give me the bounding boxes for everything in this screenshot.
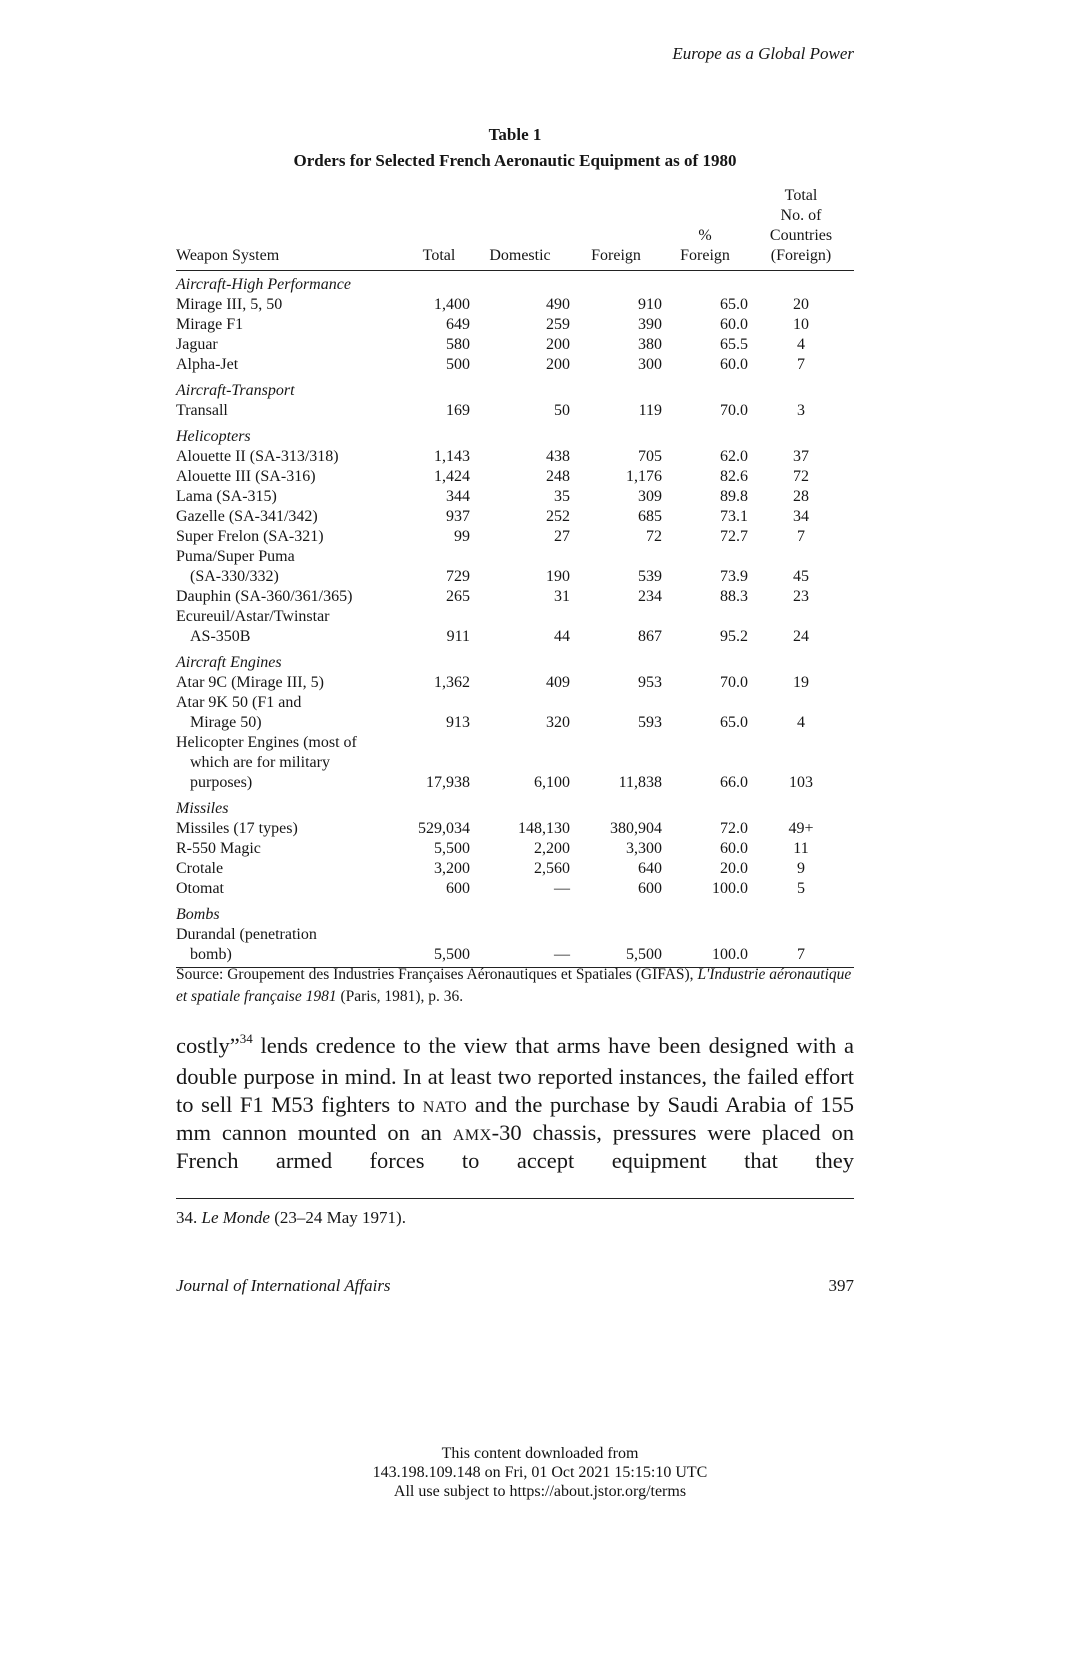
table-row [176,315,854,335]
table-category-row [176,899,854,925]
header-foreign: Foreign [570,186,662,271]
cell-foreign: 910 [638,296,662,313]
footnote-rest: (23–24 May 1971). [269,1208,406,1227]
cell-weapon-system [176,335,408,355]
page-number: 397 [828,1276,854,1295]
cell-domestic: 252 [546,508,570,525]
weapon-name-line: Alouette III (SA-316) [176,468,316,485]
source-title: L'Industrie aéronautique et spatiale française 1981 [176,966,852,1005]
cell-foreign: 705 [638,448,662,465]
weapon-name-line: Atar 9C (Mirage III, 5) [176,674,324,691]
table-row [176,859,854,879]
download-notice [0,1444,1080,1501]
cell-percent-foreign: 70.0 [720,402,748,419]
table-row [176,487,854,507]
body-paragraph [176,1032,854,1175]
cell-foreign: 11,838 [618,774,662,791]
cell-countries: 23 [793,588,809,605]
cell-domestic: 320 [546,714,570,731]
acronym-nato: nato [422,1092,468,1117]
cell-percent-foreign: 82.6 [720,468,748,485]
cell-percent-foreign: 60.0 [720,316,748,333]
table-row [176,693,854,733]
cell-weapon-system [176,295,408,315]
cell-weapon-system [176,819,408,839]
weapon-name-line: Mirage 50) [190,714,262,731]
cell-weapon-system [176,547,408,587]
cell-domestic: 248 [546,468,570,485]
cell-total: 580 [446,336,470,353]
header-domestic: Domestic [470,186,570,271]
table-row [176,355,854,375]
weapon-name-line: Durandal (penetration [176,926,317,943]
weapon-name-line: Mirage III, 5, 50 [176,296,283,313]
cell-weapon-system [176,401,408,421]
cell-percent-foreign: 65.0 [720,714,748,731]
cell-countries: 7 [748,925,854,968]
cell-percent-foreign: 100.0 [662,925,748,968]
cell-total: 729 [446,568,470,585]
header-weapon-system: Weapon System [176,186,408,271]
cell-total: 1,362 [434,674,470,691]
table-body [176,271,854,968]
weapon-name-line: Missiles (17 types) [176,820,298,837]
body-text-part4: -30 chassis, pressures were placed on French armed forces to accept equipment that they [176,1120,854,1173]
cell-countries: 20 [793,296,809,313]
cell-domestic: 190 [546,568,570,585]
cell-foreign: 234 [638,588,662,605]
cell-foreign: 685 [638,508,662,525]
cell-weapon-system [176,355,408,375]
table-category-row [176,271,854,296]
category-label: Missiles [176,800,229,817]
cell-percent-foreign: 72.0 [720,820,748,837]
weapon-name-line: Lama (SA-315) [176,488,277,505]
cell-percent-foreign: 73.1 [720,508,748,525]
weapon-name-line: Puma/Super Puma [176,548,295,565]
cell-domestic: 148,130 [518,820,570,837]
table-row [176,587,854,607]
cell-weapon-system [176,447,408,467]
cell-total: 600 [446,880,470,897]
category-label: Helicopters [176,428,251,445]
weapon-name-line: Dauphin (SA-360/361/365) [176,588,353,605]
cell-foreign: 309 [638,488,662,505]
cell-domestic: 200 [546,336,570,353]
cell-countries: 72 [793,468,809,485]
cell-domestic: 35 [554,488,570,505]
table-row [176,839,854,859]
table-row [176,879,854,899]
table-row [176,507,854,527]
cell-domestic: 44 [554,628,570,645]
footnote-title: Le Monde [201,1208,270,1227]
cell-percent-foreign: 65.0 [720,296,748,313]
download-notice-line1: This content downloaded from [441,1445,639,1462]
cell-foreign: 380 [638,336,662,353]
cell-total: 3,200 [434,860,470,877]
journal-name: Journal of International Affairs [176,1276,391,1295]
cell-weapon-system [176,839,408,859]
cell-percent-foreign: 70.0 [720,674,748,691]
weapon-name-line: Alouette II (SA-313/318) [176,448,339,465]
cell-countries: 3 [797,402,805,419]
cell-percent-foreign: 66.0 [720,774,748,791]
cell-domestic: 200 [546,356,570,373]
cell-domestic: — [554,880,570,897]
cell-countries: 7 [797,356,805,373]
category-label: Aircraft-High Performance [176,276,351,293]
cell-total: 529,034 [418,820,470,837]
body-text-part1: costly” [176,1033,240,1058]
cell-countries: 24 [793,628,809,645]
cell-countries: 45 [793,568,809,585]
cell-foreign: 72 [646,528,662,545]
cell-percent-foreign: 72.7 [720,528,748,545]
cell-domestic: 438 [546,448,570,465]
cell-foreign: 5,500 [570,925,662,968]
cell-foreign: 867 [638,628,662,645]
source-prefix: Source: Groupement des Industries Françaises Aéronautiques et Spatiales (GIFAS), [176,966,698,983]
table-row [176,527,854,547]
table-row [176,467,854,487]
table-row [176,819,854,839]
cell-countries: 10 [793,316,809,333]
cell-countries: 4 [797,714,805,731]
download-notice-line2: 143.198.109.148 on Fri, 01 Oct 2021 15:15:10 UTC [372,1464,708,1481]
cell-domestic: 490 [546,296,570,313]
footnote [176,1208,854,1228]
cell-countries: 19 [793,674,809,691]
cell-percent-foreign: 88.3 [720,588,748,605]
cell-percent-foreign: 20.0 [720,860,748,877]
table-category-row [176,793,854,819]
table-row [176,335,854,355]
cell-weapon-system [176,925,408,968]
cell-foreign: 600 [638,880,662,897]
cell-percent-foreign: 73.9 [720,568,748,585]
weapon-name-line: Ecureuil/Astar/Twinstar [176,608,330,625]
cell-domestic: 31 [554,588,570,605]
footnote-reference[interactable]: 34 [239,1031,253,1046]
cell-total: 17,938 [426,774,470,791]
cell-weapon-system [176,487,408,507]
body-text-part3: and the purchase by Saudi Arabia of 155 mm cannon mounted on an [176,1092,855,1145]
cell-total: 937 [446,508,470,525]
cell-foreign: 3,300 [626,840,662,857]
weapon-name-line: Otomat [176,880,224,897]
cell-countries: 7 [797,528,805,545]
table-row [176,401,854,421]
cell-percent-foreign: 95.2 [720,628,748,645]
cell-total: 500 [446,356,470,373]
table-header-row [176,186,854,271]
table-row [176,447,854,467]
cell-weapon-system [176,607,408,647]
header-countries-line1: Total [784,187,818,204]
footnote-number: 34. [176,1208,198,1227]
cell-total: 1,143 [434,448,470,465]
header-countries-line3: Countries [769,227,833,244]
cell-countries: 4 [797,336,805,353]
cell-weapon-system [176,859,408,879]
cell-total: 5,500 [408,925,470,968]
weapon-name-line: Super Frelon (SA-321) [176,528,324,545]
category-label: Bombs [176,906,220,923]
weapon-name-line: Atar 9K 50 (F1 and [176,694,302,711]
header-percent-foreign [662,186,748,271]
cell-domestic: 2,560 [534,860,570,877]
body-text-part2: lends credence to the view that arms have been designed with a double purpose in mind. In at least two reported instances, the failed effort to sell F1 M53 fighters to [176,1033,854,1117]
cell-percent-foreign: 65.5 [720,336,748,353]
cell-percent-foreign: 100.0 [712,880,748,897]
weapon-name-line: (SA-330/332) [190,568,279,585]
category-label: Aircraft-Transport [176,382,295,399]
category-label: Aircraft Engines [176,654,282,671]
cell-weapon-system [176,587,408,607]
cell-countries: 28 [793,488,809,505]
table-label: Table 1 [488,125,542,144]
cell-weapon-system [176,693,408,733]
footnote-divider [176,1198,854,1199]
table-category-row [176,375,854,401]
cell-percent-foreign: 62.0 [720,448,748,465]
cell-countries: 11 [793,840,809,857]
cell-weapon-system [176,673,408,693]
cell-domestic: 27 [554,528,570,545]
cell-weapon-system [176,879,408,899]
table-caption: Orders for Selected French Aeronautic Equipment as of 1980 [293,151,737,170]
running-head: Europe as a Global Power [672,44,854,63]
cell-foreign: 390 [638,316,662,333]
cell-countries: 5 [797,880,805,897]
cell-foreign: 1,176 [626,468,662,485]
cell-foreign: 300 [638,356,662,373]
cell-countries: 9 [797,860,805,877]
cell-foreign: 593 [638,714,662,731]
cell-percent-foreign: 60.0 [720,356,748,373]
cell-foreign: 640 [638,860,662,877]
cell-countries: 34 [793,508,809,525]
header-countries-line4: (Foreign) [770,247,832,264]
cell-weapon-system [176,527,408,547]
weapon-name-line: R-550 Magic [176,840,261,857]
weapon-name-line: purposes) [190,774,253,791]
weapon-name-line: Helicopter Engines (most of [176,734,357,751]
cell-total: 344 [446,488,470,505]
table-category-row [176,647,854,673]
weapon-name-line: Mirage F1 [176,316,244,333]
table-title [176,122,854,174]
header-countries [748,186,854,271]
weapon-name-line: Crotale [176,860,224,877]
cell-weapon-system [176,467,408,487]
table-source-note [176,964,854,1008]
table-row [176,547,854,587]
header-countries-line2: No. of [780,207,822,224]
cell-domestic: 50 [554,402,570,419]
cell-foreign: 380,904 [610,820,662,837]
table-category-row [176,421,854,447]
weapon-name-line: bomb) [190,946,232,963]
weapon-name-line: which are for military [190,754,330,771]
cell-total: 99 [454,528,470,545]
source-suffix: (Paris, 1981), p. 36. [336,988,464,1005]
cell-total: 1,400 [434,296,470,313]
table-row [176,673,854,693]
cell-percent-foreign: 89.8 [720,488,748,505]
cell-domestic: — [470,925,570,968]
cell-total: 911 [446,628,470,645]
header-total: Total [408,186,470,271]
weapon-name-line: Jaguar [176,336,218,353]
cell-foreign: 119 [638,402,662,419]
weapon-name-line: AS-350B [190,628,251,645]
cell-foreign: 953 [638,674,662,691]
table-row [176,295,854,315]
header-percent-line1: % [698,227,712,244]
cell-domestic: 259 [546,316,570,333]
cell-weapon-system [176,315,408,335]
header-percent-line2: Foreign [680,247,730,264]
cell-weapon-system [176,733,408,793]
cell-percent-foreign: 60.0 [720,840,748,857]
cell-total: 913 [446,714,470,731]
cell-total: 265 [446,588,470,605]
cell-total: 649 [446,316,470,333]
table-row [176,607,854,647]
cell-domestic: 2,200 [534,840,570,857]
cell-countries: 103 [789,774,813,791]
weapon-name-line: Transall [176,402,228,419]
cell-total: 1,424 [434,468,470,485]
cell-countries: 49+ [788,820,814,837]
cell-foreign: 539 [638,568,662,585]
orders-table [176,186,854,968]
cell-weapon-system [176,507,408,527]
acronym-amx: amx [452,1120,492,1145]
cell-total: 5,500 [434,840,470,857]
cell-countries: 37 [793,448,809,465]
table-row [176,925,854,968]
cell-domestic: 6,100 [534,774,570,791]
weapon-name-line: Gazelle (SA-341/342) [176,508,318,525]
cell-domestic: 409 [546,674,570,691]
weapon-name-line: Alpha-Jet [176,356,239,373]
table-row [176,733,854,793]
cell-total: 169 [446,402,470,419]
download-notice-line3[interactable]: All use subject to https://about.jstor.org/terms [393,1483,687,1500]
